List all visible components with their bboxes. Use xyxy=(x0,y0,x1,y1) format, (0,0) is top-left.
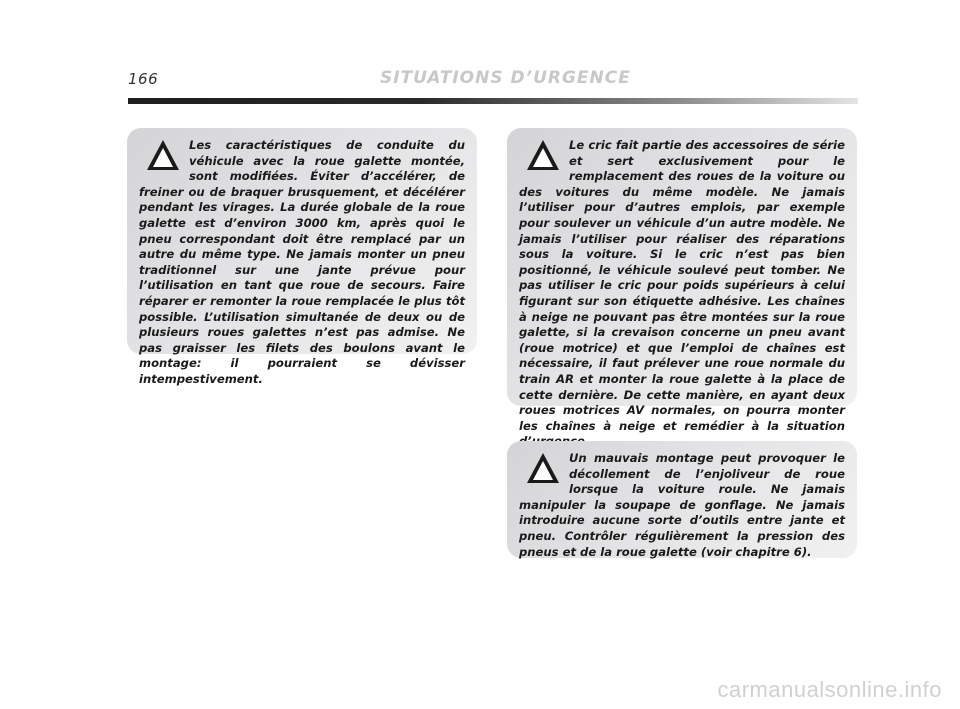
watermark: carmanualsonline.info xyxy=(717,677,942,702)
page-number: 166 xyxy=(128,70,159,88)
warning-box-jack xyxy=(507,128,857,433)
warning-triangle-icon xyxy=(145,138,181,178)
warning-text: Un mauvais montage peut provoquer le décollement de l’enjoliveur de roue lorsque la voiture roule. Ne jamais manipuler la soupape de gonflage. Ne jamais introduire aucune sorte d’outils entre jante et pneu. Contrôler régulièrement la pression des pneus et de la roue galette (voir chapitre 6). xyxy=(519,451,845,559)
warning-box-hubcap xyxy=(507,441,857,558)
header-divider xyxy=(128,98,858,104)
warning-box-temporary-wheel xyxy=(127,128,477,386)
warning-text: Les caractéristiques de conduite du véhicule avec la roue galette montée, sont modifiées. Éviter d’accélérer, de freiner ou de braquer brusquement, et décélérer pendant les virages. La durée globale de la roue galette est d’environ 3000 km, après quoi le pneu correspondant doit être remplacé par un autre du même type. Ne jamais monter un pneu traditionnel sur une jante prévue pour l’utilisation en tant que roue de secours. Faire réparer er remonter la roue remplacée le plus tôt possible. L’utilisation simultanée de deux ou de plusieurs roues galettes n’est pas admise. Ne pas graisser les filets des boulons avant le montage: il pourraient se dévisser intempestivement. xyxy=(139,138,465,386)
warning-triangle-icon xyxy=(525,451,561,491)
section-title: SITUATIONS D’URGENCE xyxy=(380,68,631,88)
warning-triangle-icon xyxy=(525,138,561,178)
warning-text: Le cric fait partie des accessoires de série et sert exclusivement pour le remplacement des roues de la voiture ou des voitures du même modèle. Ne jamais l’utiliser pour d’autres emplois, par exemple pour soulever un véhicule d’un autre modèle. Ne jamais l’utiliser pour réaliser des réparations sous la voiture. Si le cric n’est pas bien positionné, le véhicule soulevé peut tomber. Ne pas utiliser le cric pour poids supérieurs à celui figurant sur son étiquette adhésive. Les chaînes à neige ne pouvant pas être montées sur la roue galette, si la crevaison concerne un pneu avant (roue motrice) et que l’emploi de chaînes est nécessaire, il faut prélever une roue normale du train AR et monter la roue galette à la place de cette dernière. De cette manière, en ayant deux roues motrices AV normales, on pourra monter les chaînes à neige et remédier à la situation xyxy=(519,138,845,433)
